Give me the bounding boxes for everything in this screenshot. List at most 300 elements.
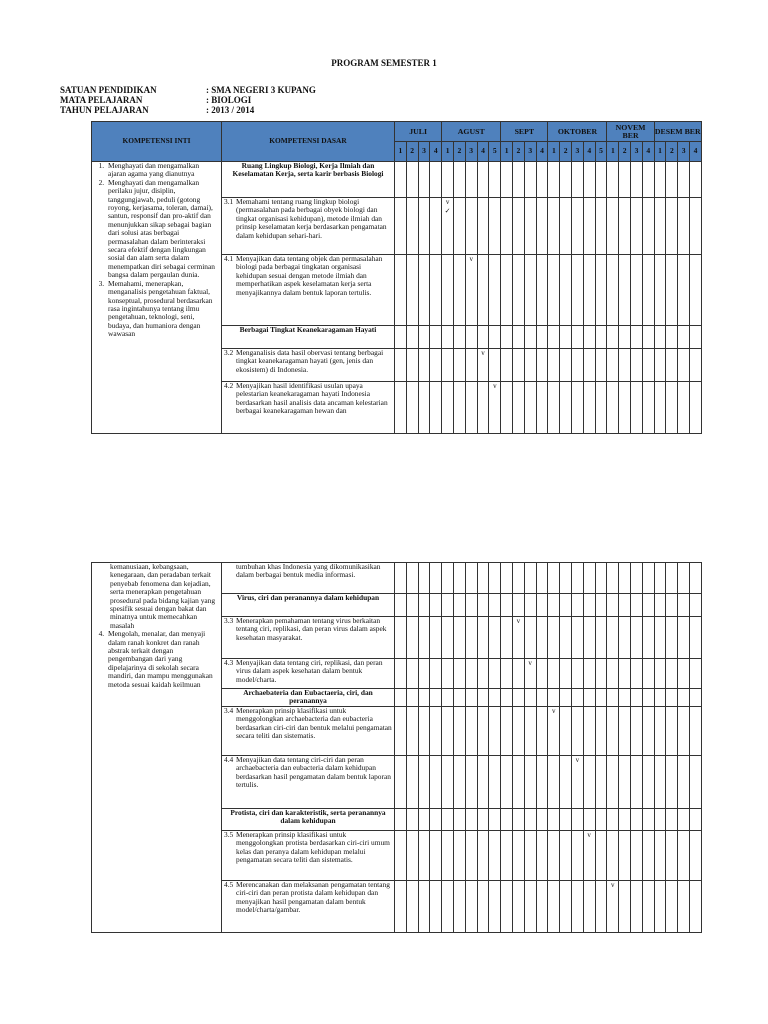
week-cell bbox=[430, 831, 442, 881]
week-cell bbox=[477, 349, 489, 382]
week-cell bbox=[619, 349, 631, 382]
schedule-mark: v bbox=[481, 349, 485, 357]
week-cell bbox=[595, 659, 607, 689]
schedule-mark: v bbox=[469, 255, 473, 263]
week-cell bbox=[642, 809, 654, 831]
week-cell bbox=[477, 831, 489, 881]
week-cell bbox=[560, 659, 572, 689]
week-cell bbox=[678, 382, 690, 434]
week-cell bbox=[631, 382, 643, 434]
week-header: 1 bbox=[548, 142, 560, 162]
week-cell bbox=[536, 881, 548, 933]
week-cell bbox=[465, 659, 477, 689]
week-cell bbox=[501, 617, 513, 659]
week-cell bbox=[454, 349, 466, 382]
week-cell bbox=[501, 326, 513, 349]
kompetensi-dasar-cell bbox=[222, 382, 395, 434]
week-cell bbox=[583, 198, 595, 255]
week-header: 3 bbox=[572, 142, 584, 162]
week-cell bbox=[536, 689, 548, 707]
week-cell bbox=[689, 831, 701, 881]
week-cell bbox=[512, 594, 524, 617]
week-header: 3 bbox=[465, 142, 477, 162]
week-cell bbox=[689, 617, 701, 659]
week-cell bbox=[583, 594, 595, 617]
week-cell bbox=[513, 162, 525, 198]
week-cell bbox=[548, 326, 560, 349]
week-cell bbox=[406, 563, 418, 594]
kd-text: tumbuhan khas Indonesia yang dikomunikasikan dalam berbagai bentuk media informasi. bbox=[236, 562, 381, 580]
week-cell bbox=[418, 881, 430, 933]
week-cell bbox=[607, 707, 619, 756]
kd-section-heading: Berbagai Tingkat Keanekaragaman Hayati bbox=[222, 326, 395, 349]
week-cell bbox=[406, 349, 418, 382]
week-header: 2 bbox=[454, 142, 466, 162]
week-cell bbox=[395, 349, 407, 382]
week-cell bbox=[642, 326, 654, 349]
week-cell bbox=[654, 349, 666, 382]
week-cell bbox=[619, 617, 631, 659]
week-cell bbox=[560, 831, 572, 881]
week-cell bbox=[477, 756, 489, 809]
week-cell bbox=[560, 198, 572, 255]
week-cell bbox=[619, 756, 631, 809]
week-cell bbox=[595, 198, 607, 255]
schedule-mark: v bbox=[516, 617, 521, 625]
document-meta bbox=[60, 85, 316, 115]
week-cell bbox=[560, 382, 572, 434]
kd-number: 3.2 bbox=[224, 348, 234, 357]
week-cell bbox=[630, 594, 642, 617]
week-cell bbox=[560, 563, 572, 594]
week-cell bbox=[524, 349, 536, 382]
week-cell bbox=[395, 563, 407, 594]
week-cell bbox=[572, 162, 584, 198]
week-cell bbox=[560, 326, 572, 349]
week-cell bbox=[524, 198, 536, 255]
week-cell bbox=[654, 707, 666, 756]
week-cell bbox=[454, 198, 466, 255]
month-header: OKTOBER bbox=[548, 122, 607, 142]
week-cell bbox=[512, 689, 524, 707]
week-cell bbox=[442, 349, 454, 382]
kompetensi-dasar-cell bbox=[222, 563, 395, 594]
kd-section-heading: Virus, ciri dan peranannya dalam kehidupan bbox=[222, 594, 395, 617]
week-cell bbox=[442, 707, 454, 756]
week-cell bbox=[442, 255, 454, 326]
week-cell bbox=[442, 594, 454, 617]
week-cell bbox=[607, 809, 619, 831]
week-cell bbox=[430, 594, 442, 617]
week-cell bbox=[524, 831, 536, 881]
week-cell bbox=[477, 689, 489, 707]
week-cell bbox=[548, 831, 560, 881]
week-cell bbox=[619, 881, 631, 933]
week-cell bbox=[489, 881, 501, 933]
week-cell bbox=[560, 809, 572, 831]
week-cell bbox=[642, 563, 654, 594]
week-cell bbox=[619, 707, 631, 756]
week-cell bbox=[406, 198, 418, 255]
kompetensi-inti-cell bbox=[92, 162, 222, 434]
week-cell bbox=[631, 326, 643, 349]
schedule-mark: v bbox=[445, 198, 450, 206]
week-cell bbox=[406, 831, 418, 881]
week-cell bbox=[642, 707, 654, 756]
week-cell bbox=[583, 255, 595, 326]
week-cell bbox=[678, 255, 690, 326]
week-cell bbox=[689, 659, 701, 689]
week-cell bbox=[583, 659, 595, 689]
week-cell bbox=[690, 198, 702, 255]
week-cell bbox=[454, 162, 466, 198]
week-cell bbox=[536, 594, 548, 617]
week-cell bbox=[595, 382, 607, 434]
week-cell bbox=[524, 707, 536, 756]
week-cell bbox=[607, 255, 619, 326]
week-cell bbox=[501, 162, 513, 198]
week-cell bbox=[654, 756, 666, 809]
week-cell bbox=[430, 255, 442, 326]
week-cell bbox=[595, 255, 607, 326]
week-cell bbox=[477, 881, 489, 933]
table-row bbox=[92, 162, 702, 198]
program-table-page-2 bbox=[91, 562, 702, 933]
week-cell bbox=[690, 255, 702, 326]
week-cell bbox=[524, 255, 536, 326]
week-cell bbox=[583, 831, 595, 881]
week-cell bbox=[631, 198, 643, 255]
kompetensi-dasar-cell bbox=[222, 881, 395, 933]
week-cell bbox=[571, 831, 583, 881]
week-cell bbox=[477, 563, 489, 594]
week-cell bbox=[678, 809, 690, 831]
kd-text: Menyajikan data tentang ciri, replikasi, dan peran virus dalam aspek kesehatan dalam bentuk model/charta. bbox=[236, 658, 383, 684]
week-cell bbox=[453, 689, 465, 707]
week-cell bbox=[607, 831, 619, 881]
week-cell bbox=[583, 756, 595, 809]
kd-number: 4.1 bbox=[224, 254, 234, 263]
week-cell bbox=[418, 689, 430, 707]
week-cell bbox=[442, 831, 454, 881]
week-cell bbox=[477, 809, 489, 831]
week-cell bbox=[595, 563, 607, 594]
week-cell bbox=[536, 162, 548, 198]
week-cell bbox=[595, 689, 607, 707]
week-cell bbox=[489, 707, 501, 756]
week-cell bbox=[442, 326, 454, 349]
week-cell bbox=[465, 563, 477, 594]
week-cell bbox=[406, 756, 418, 809]
schedule-mark: v bbox=[552, 707, 556, 715]
meta-value-school: : SMA NEGERI 3 KUPANG bbox=[206, 85, 316, 95]
kd-number: 4.3 bbox=[224, 658, 234, 667]
week-cell bbox=[430, 617, 442, 659]
kompetensi-inti-item: 2. Menghayati dan mengamalkan perilaku jujur, disiplin, tanggungjawab, peduli (gotong royong, kerjasama, toleran, damai), santun, responsif dan pro-aktif dan menunjukkan sikap sebagai bagian dari solusi atas berbagai permasalahan dalam berinteraksi secara efektif dengan lingkungan sosial dan alam serta dalam menempatkan diri sebagai cerminan bangsa dalam pergaulan dunia. bbox=[106, 179, 219, 280]
week-cell bbox=[666, 617, 678, 659]
week-cell bbox=[512, 831, 524, 881]
week-cell bbox=[548, 563, 560, 594]
week-cell bbox=[442, 162, 454, 198]
kompetensi-dasar-cell bbox=[222, 198, 395, 255]
week-cell bbox=[654, 162, 666, 198]
week-cell bbox=[489, 382, 501, 434]
week-cell bbox=[642, 756, 654, 809]
week-cell bbox=[595, 349, 607, 382]
week-cell bbox=[572, 326, 584, 349]
week-header: 1 bbox=[654, 142, 666, 162]
week-cell bbox=[666, 756, 678, 809]
week-cell bbox=[501, 831, 513, 881]
week-cell bbox=[583, 563, 595, 594]
column-header-kompetensi-dasar: KOMPETENSI DASAR bbox=[222, 122, 395, 162]
week-cell bbox=[477, 326, 489, 349]
week-cell bbox=[395, 617, 407, 659]
kd-number: 4.2 bbox=[224, 381, 234, 390]
week-cell bbox=[453, 809, 465, 831]
kompetensi-dasar-cell bbox=[222, 756, 395, 809]
week-cell bbox=[524, 326, 536, 349]
month-header: DESEM BER bbox=[654, 122, 701, 142]
week-cell bbox=[689, 707, 701, 756]
week-cell bbox=[430, 756, 442, 809]
week-cell bbox=[630, 659, 642, 689]
week-cell bbox=[595, 617, 607, 659]
week-cell bbox=[642, 382, 654, 434]
week-cell bbox=[607, 198, 619, 255]
week-cell bbox=[418, 707, 430, 756]
kd-text: Menerapkan prinsip klasifikasi untuk menggolongkan protista berdasarkan ciri-ciri umum kelas dan peranya dalam kehidupan melalui pengamatan secara teliti dan sistematis. bbox=[236, 830, 390, 865]
week-cell bbox=[690, 326, 702, 349]
week-cell bbox=[666, 382, 678, 434]
kd-text: Menerapkan prinsip klasifikasi untuk menggolongkan archaebacteria dan eubacteria berdasarkan ciri-ciri dan bentuk melalui pengamatan secara teliti dan sistematis. bbox=[236, 706, 392, 741]
kompetensi-dasar-cell bbox=[222, 831, 395, 881]
week-cell bbox=[548, 707, 560, 756]
week-cell bbox=[489, 563, 501, 594]
month-header: JULI bbox=[395, 122, 442, 142]
week-cell bbox=[395, 707, 407, 756]
check-icon: ✓ bbox=[444, 207, 451, 215]
week-cell bbox=[678, 756, 690, 809]
week-cell bbox=[442, 756, 454, 809]
week-cell bbox=[666, 255, 678, 326]
week-header: 2 bbox=[560, 142, 572, 162]
schedule-mark: v bbox=[575, 756, 580, 764]
week-cell bbox=[501, 689, 513, 707]
week-cell bbox=[571, 707, 583, 756]
week-header: 4 bbox=[642, 142, 654, 162]
month-header: AGUST bbox=[442, 122, 501, 142]
kompetensi-dasar-cell bbox=[222, 707, 395, 756]
kompetensi-dasar-cell bbox=[222, 659, 395, 689]
week-cell bbox=[418, 349, 430, 382]
week-cell bbox=[654, 255, 666, 326]
week-cell bbox=[430, 326, 442, 349]
meta-label-subject: MATA PELAJARAN bbox=[60, 95, 143, 105]
week-cell bbox=[607, 162, 619, 198]
week-cell bbox=[572, 382, 584, 434]
week-cell bbox=[571, 689, 583, 707]
week-cell bbox=[548, 198, 560, 255]
week-cell bbox=[607, 689, 619, 707]
week-header: 2 bbox=[406, 142, 418, 162]
week-cell bbox=[406, 255, 418, 326]
week-cell bbox=[548, 617, 560, 659]
week-cell bbox=[477, 707, 489, 756]
week-cell bbox=[678, 881, 690, 933]
week-cell bbox=[512, 563, 524, 594]
week-cell bbox=[548, 349, 560, 382]
week-cell bbox=[583, 326, 595, 349]
week-cell bbox=[395, 326, 407, 349]
week-cell bbox=[477, 198, 489, 255]
week-cell bbox=[560, 349, 572, 382]
week-cell bbox=[678, 689, 690, 707]
week-cell bbox=[406, 881, 418, 933]
week-cell bbox=[560, 707, 572, 756]
week-cell bbox=[548, 756, 560, 809]
week-cell bbox=[395, 659, 407, 689]
week-cell bbox=[654, 659, 666, 689]
week-cell bbox=[477, 594, 489, 617]
week-cell bbox=[548, 594, 560, 617]
week-cell bbox=[666, 659, 678, 689]
week-header: 1 bbox=[607, 142, 619, 162]
week-cell bbox=[595, 881, 607, 933]
week-cell bbox=[489, 594, 501, 617]
week-cell bbox=[536, 756, 548, 809]
week-cell bbox=[465, 707, 477, 756]
week-cell bbox=[489, 659, 501, 689]
week-cell bbox=[442, 881, 454, 933]
week-cell bbox=[465, 326, 477, 349]
week-cell bbox=[678, 162, 690, 198]
week-cell bbox=[560, 255, 572, 326]
kd-number: 3.4 bbox=[224, 706, 234, 715]
week-cell bbox=[607, 326, 619, 349]
kd-text: Menerapkan pemahaman tentang virus berkaitan tentang ciri, replikasi, dan peran virus dalam aspek kesehatan masyarakat. bbox=[236, 616, 387, 642]
week-cell bbox=[689, 881, 701, 933]
week-cell bbox=[619, 689, 631, 707]
week-cell bbox=[524, 881, 536, 933]
kd-text: Merencanakan dan melaksanan pengamatan tentang ciri-ciri dan peran protista dalam kehidupan dan menyajikan hasil pengamatan dalam bentuk model/charta/gambar. bbox=[236, 880, 390, 915]
week-cell bbox=[571, 659, 583, 689]
week-cell bbox=[560, 689, 572, 707]
week-cell bbox=[395, 756, 407, 809]
week-cell bbox=[453, 659, 465, 689]
week-header: 1 bbox=[501, 142, 513, 162]
week-cell bbox=[666, 881, 678, 933]
week-header: 3 bbox=[524, 142, 536, 162]
week-header: 1 bbox=[395, 142, 407, 162]
week-cell bbox=[512, 756, 524, 809]
week-cell bbox=[406, 594, 418, 617]
week-cell bbox=[465, 198, 477, 255]
meta-value-subject: : BIOLOGI bbox=[206, 95, 252, 105]
week-cell bbox=[583, 707, 595, 756]
week-cell bbox=[489, 617, 501, 659]
week-cell bbox=[571, 809, 583, 831]
week-cell bbox=[406, 689, 418, 707]
week-cell bbox=[560, 162, 572, 198]
week-cell bbox=[501, 659, 513, 689]
week-cell bbox=[513, 198, 525, 255]
week-cell bbox=[501, 563, 513, 594]
week-cell bbox=[453, 756, 465, 809]
week-cell bbox=[607, 563, 619, 594]
week-cell bbox=[595, 707, 607, 756]
week-cell bbox=[630, 881, 642, 933]
week-cell bbox=[465, 162, 477, 198]
meta-label-school: SATUAN PENDIDIKAN bbox=[60, 85, 157, 95]
week-cell bbox=[689, 689, 701, 707]
week-cell bbox=[666, 349, 678, 382]
program-table-page-1 bbox=[91, 121, 702, 434]
week-cell bbox=[607, 382, 619, 434]
week-cell bbox=[572, 198, 584, 255]
column-header-kompetensi-inti: KOMPETENSI INTI bbox=[92, 122, 222, 162]
week-cell bbox=[536, 349, 548, 382]
week-cell bbox=[524, 659, 536, 689]
week-cell bbox=[465, 689, 477, 707]
week-cell bbox=[418, 326, 430, 349]
week-cell bbox=[619, 198, 631, 255]
week-cell bbox=[689, 809, 701, 831]
week-cell bbox=[690, 382, 702, 434]
week-cell bbox=[501, 349, 513, 382]
week-cell bbox=[442, 809, 454, 831]
week-cell bbox=[442, 382, 454, 434]
week-cell bbox=[512, 659, 524, 689]
week-cell bbox=[595, 326, 607, 349]
week-cell bbox=[501, 707, 513, 756]
week-cell bbox=[406, 162, 418, 198]
week-cell bbox=[560, 594, 572, 617]
week-cell bbox=[465, 881, 477, 933]
week-cell bbox=[631, 349, 643, 382]
week-cell bbox=[430, 162, 442, 198]
week-cell bbox=[642, 881, 654, 933]
week-cell bbox=[607, 756, 619, 809]
week-cell bbox=[418, 831, 430, 881]
week-cell bbox=[395, 809, 407, 831]
week-header: 1 bbox=[442, 142, 454, 162]
week-cell bbox=[571, 563, 583, 594]
week-cell bbox=[513, 255, 525, 326]
week-cell bbox=[678, 707, 690, 756]
week-cell bbox=[619, 382, 631, 434]
week-cell bbox=[630, 809, 642, 831]
week-cell bbox=[524, 756, 536, 809]
week-cell bbox=[524, 689, 536, 707]
week-cell bbox=[619, 563, 631, 594]
week-cell bbox=[642, 831, 654, 881]
week-cell bbox=[430, 689, 442, 707]
kompetensi-inti-item: 1. Menghayati dan mengamalkan ajaran agama yang dianutnya bbox=[106, 162, 219, 179]
week-cell bbox=[619, 809, 631, 831]
week-cell bbox=[548, 881, 560, 933]
kompetensi-inti-item: 3. Memahami, menerapkan, menganalisis pengetahuan faktual, konseptual, prosedural berdasarkan rasa ingintahunya tentang ilmu pengetahuan, teknologi, seni, budaya, dan humaniora dengan wawasan bbox=[106, 280, 219, 339]
schedule-mark: v bbox=[587, 831, 591, 839]
week-cell bbox=[501, 881, 513, 933]
week-cell bbox=[524, 809, 536, 831]
kd-number: 3.3 bbox=[224, 616, 234, 625]
week-cell bbox=[654, 382, 666, 434]
week-cell bbox=[619, 594, 631, 617]
week-cell bbox=[430, 382, 442, 434]
week-cell bbox=[501, 756, 513, 809]
week-cell bbox=[395, 689, 407, 707]
